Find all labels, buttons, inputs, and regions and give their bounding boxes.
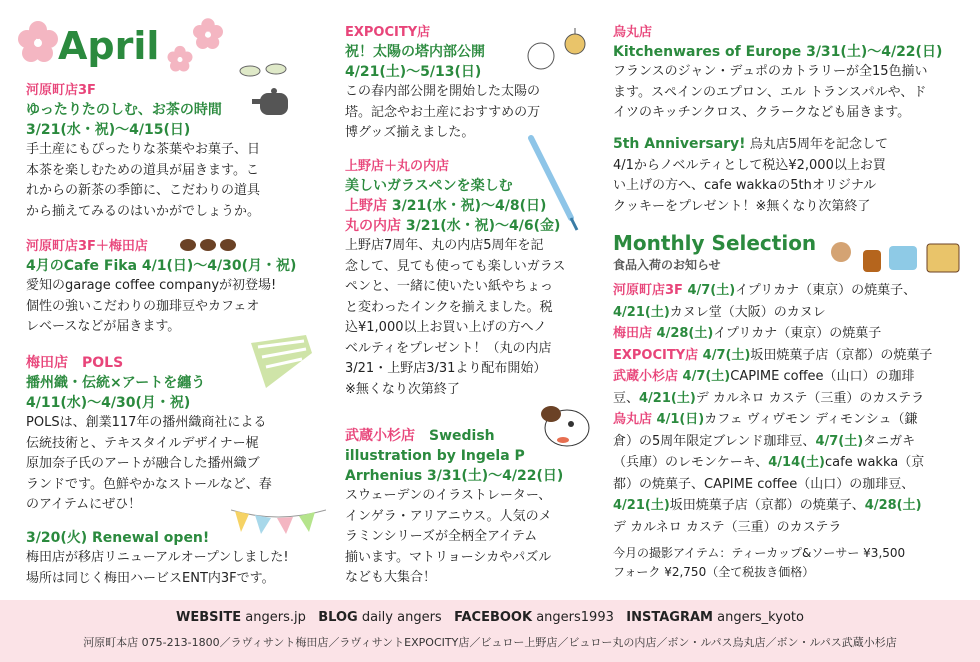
blog-link[interactable]: daily angers xyxy=(361,610,442,625)
item-text: 坂田焼菓子店（京都）の焼菓子 xyxy=(750,347,933,363)
body-line: 個性の強いこだわりの珈琲豆やカフェオ xyxy=(26,298,260,314)
date-label: 4/14(土) xyxy=(768,455,826,470)
item-text: イプリカナ（東京）の焼菓子、 xyxy=(735,283,917,298)
body-line: ※無くなり次第終了 xyxy=(345,381,460,397)
body-line: 3/21・上野店3/31より配布開始） xyxy=(345,361,547,376)
section-cafe-fika xyxy=(26,238,296,338)
date-label: 4/7(土) xyxy=(702,347,751,363)
instagram-label: INSTAGRAM xyxy=(626,610,713,625)
selection-row xyxy=(613,345,968,367)
body-line: 博グッズ揃えました。 xyxy=(345,125,475,140)
selection-row xyxy=(613,409,968,431)
section-date: 4/21(土)〜5/13(日) xyxy=(345,64,482,80)
section-pols xyxy=(26,353,272,516)
body-line: 込¥1,000以上お買い上げの方へノ xyxy=(345,320,547,335)
date-label: 4/21(土) xyxy=(613,498,670,513)
body-line: フランスのジャン・デュポのカトラリーが全15色揃い xyxy=(613,64,928,79)
section-date: 3/21(水・祝)〜4/6(金) xyxy=(405,218,561,234)
body-line: い上げの方へ、cafe wakkaの5thオリジナル xyxy=(613,178,877,193)
section-title: ゆったりたのしむ、お茶の時間 xyxy=(26,102,222,118)
section-title: 4月のCafe Fika 4/1(日)〜4/30(月・祝) xyxy=(26,258,297,274)
selection-row xyxy=(613,280,968,302)
store-label: EXPOCITY店 xyxy=(345,25,431,40)
date-label: 4/7(土) xyxy=(815,433,864,449)
sakura-flower-icon xyxy=(165,44,195,74)
body-line: 本茶を楽しむための道具が届きます。こ xyxy=(26,162,259,178)
body-line: ランドです。色鮮やかなストールなど、春 xyxy=(26,476,272,492)
section-title: illustration by Ingela P xyxy=(345,448,525,464)
section-kitchenwares xyxy=(613,24,968,124)
website-label: WEBSITE xyxy=(176,610,242,625)
date-label: 4/1(日) xyxy=(656,412,705,427)
body-line: 烏丸店5周年を記念して xyxy=(749,137,888,152)
section-date: 3/21(水・祝)〜4/8(日) xyxy=(391,198,547,214)
section-title: Arrhenius 3/31(土)〜4/22(日) xyxy=(345,468,564,484)
section-title: 3/20(火) Renewal open! xyxy=(26,530,210,546)
body-line: 愛知のgarage coffee companyが初登場! xyxy=(26,278,277,293)
body-line: 上野店7周年、丸の内店5周年を記 xyxy=(345,238,544,253)
section-title: 美しいガラスペンを楽しむ xyxy=(345,178,513,194)
section-glass-pen xyxy=(345,158,565,400)
note-line: フォーク ¥2,750（全て税抜き価格） xyxy=(613,565,815,579)
selection-list xyxy=(613,280,968,538)
selection-row xyxy=(613,366,968,388)
sakura-flower-icon xyxy=(190,16,226,52)
section-title: 5th Anniversary! xyxy=(613,136,746,152)
body-line: 伝統技術と、テキスタイルデザイナー梶 xyxy=(26,435,259,451)
body-line: のアイテムにぜひ！ xyxy=(26,497,142,512)
body-line: スウェーデンのイラストレーター、 xyxy=(345,488,552,503)
store-label: 上野店 xyxy=(345,198,387,214)
item-text: カヌレ堂（大阪）のカヌレ xyxy=(669,304,826,320)
store-label: 河原町店3F xyxy=(613,283,688,298)
selection-row xyxy=(613,323,968,345)
selection-row xyxy=(613,474,968,496)
store-label: 梅田店 xyxy=(613,326,657,341)
facebook-link[interactable]: angers1993 xyxy=(536,610,614,625)
item-text: CAPIME coffee（山口）の珈琲 xyxy=(730,369,915,384)
body-line: から揃えてみるのはいかがでしょうか。 xyxy=(26,203,261,219)
section-title: 祝！太陽の塔内部公開 xyxy=(345,44,485,60)
item-text: 坂田焼菓子店（京都）の焼菓子、 xyxy=(669,498,865,513)
item-text: （兵庫）のレモンケーキ、 xyxy=(613,455,769,470)
note-line: 今月の撮影アイテム：ティーカップ&ソーサー ¥3,500 xyxy=(613,546,906,560)
body-line: 原加奈子氏のアートが融合した播州織ブ xyxy=(26,456,260,471)
blog-label: BLOG xyxy=(318,610,358,625)
section-title: 播州織・伝統×アートを纏う xyxy=(26,375,206,391)
body-line: 梅田店が移店リニューアルオープンしました! xyxy=(26,550,289,565)
section-expocity xyxy=(345,24,540,144)
body-line: 場所は同じく梅田ハービスENT内3Fです。 xyxy=(26,570,275,586)
body-line: 手土産にもぴったりな茶葉やお菓子、日 xyxy=(26,142,261,157)
section-renewal xyxy=(26,528,289,589)
body-line: インゲラ・アリアニウス。人気のメ xyxy=(345,508,552,524)
item-text: 倉）の5周年限定ブレンド珈琲豆、 xyxy=(613,433,816,449)
section-title: Swedish xyxy=(429,428,495,444)
body-line: なども大集合！ xyxy=(345,570,437,585)
instagram-link[interactable]: angers_kyoto xyxy=(717,610,804,625)
page-title: April xyxy=(58,24,160,68)
body-line: と変わったインクを揃えました。税 xyxy=(345,299,553,315)
website-link[interactable]: angers.jp xyxy=(245,610,306,625)
item-text: イプリカナ（東京）の焼菓子 xyxy=(713,326,882,341)
store-label: 河原町店3F＋梅田店 xyxy=(26,239,148,254)
selection-row xyxy=(613,431,968,453)
selection-row xyxy=(613,495,968,517)
date-label: 4/21(土) xyxy=(639,390,696,406)
body-line: 塔。記念やお土産におすすめの万 xyxy=(345,104,541,120)
section-monthly-selection xyxy=(613,230,968,582)
date-label: 4/28(土) xyxy=(864,498,922,513)
body-line: ラミンシリーズが全柄全アイテム xyxy=(345,529,538,544)
body-line: POLSは、創業117年の播州織商社による xyxy=(26,415,267,430)
section-anniversary xyxy=(613,134,968,217)
facebook-label: FACEBOOK xyxy=(454,610,533,625)
item-text: タニガキ xyxy=(863,433,916,449)
section-title: Monthly Selection xyxy=(613,231,817,255)
body-line: ます。スペインのエプロン、エル トランスパルや、ド xyxy=(613,84,927,100)
date-label: 4/28(土) xyxy=(656,326,714,341)
item-text: カフェ ヴィヴモン ディモンシュ（鎌 xyxy=(704,412,918,427)
section-swedish xyxy=(345,426,563,589)
date-label: 4/21(土) xyxy=(613,304,670,320)
body-line: イツのキッチンクロス、クラークなども届きます。 xyxy=(613,105,911,120)
body-line: レベースなどが届きます。 xyxy=(26,319,181,334)
store-label: 梅田店 POLS xyxy=(26,355,124,371)
store-label: 河原町店3F xyxy=(26,83,96,98)
body-line: クッキーをプレゼント！※無くなり次第終了 xyxy=(613,198,871,214)
store-label: 武蔵小杉店 xyxy=(613,369,683,384)
body-line: 4/1からノベルティとして税込¥2,000以上お買 xyxy=(613,157,886,173)
store-label: 上野店＋丸の内店 xyxy=(345,159,450,174)
store-label: EXPOCITY店 xyxy=(613,347,703,363)
store-label: 烏丸店 xyxy=(613,412,657,427)
store-label: 武蔵小杉店 xyxy=(345,428,415,444)
store-label: 烏丸店 xyxy=(613,25,653,40)
store-label: 丸の内店 xyxy=(345,218,401,234)
selection-row xyxy=(613,517,968,539)
footer-stores: 河原町本店 075-213-1800／ラヴィサント梅田店／ラヴィサントEXPOCITY店／ビュロー上野店／ビュロー丸の内店／ボン・ルパス烏丸店／ボン・ルパス武蔵小杉店 xyxy=(83,636,897,649)
section-title: Kitchenwares of Europe 3/31(土)〜4/22(日) xyxy=(613,44,943,60)
body-line: ベルティをプレゼント！（丸の内店 xyxy=(345,340,552,356)
item-text: 都）の焼菓子、CAPIME coffee（山口）の珈琲豆、 xyxy=(613,476,915,492)
body-line: 揃います。マトリョーシカやパズル xyxy=(345,549,552,565)
item-text: デ カルネロ カステ（三重）のカステラ xyxy=(613,519,842,535)
item-text: デ カルネロ カステ（三重）のカステラ xyxy=(695,390,925,406)
body-line: この春内部公開を開始した太陽の xyxy=(345,84,541,99)
date-label: 4/7(土) xyxy=(682,369,731,384)
item-text: cafe wakka（京 xyxy=(825,455,925,470)
footer-links xyxy=(0,610,980,625)
section-subtitle: 食品入荷のお知らせ xyxy=(613,258,721,272)
selection-row xyxy=(613,452,968,474)
date-label: 4/7(土) xyxy=(687,283,736,298)
body-line: ペンと、一緒に使いたい紙やちょっ xyxy=(345,279,554,294)
selection-row xyxy=(613,388,968,410)
section-date: 4/11(水)〜4/30(月・祝) xyxy=(26,395,191,411)
selection-row xyxy=(613,302,968,324)
body-line: 念して、見ても使っても楽しいガラス xyxy=(345,258,566,274)
section-tea-time xyxy=(26,82,260,222)
item-text: 豆、 xyxy=(613,390,640,406)
footer xyxy=(0,600,980,662)
sakura-flower-icon xyxy=(14,18,62,66)
body-line: れからの新茶の季節に、こだわりの道具 xyxy=(26,183,261,198)
section-date: 3/21(水・祝)〜4/15(日) xyxy=(26,122,191,138)
